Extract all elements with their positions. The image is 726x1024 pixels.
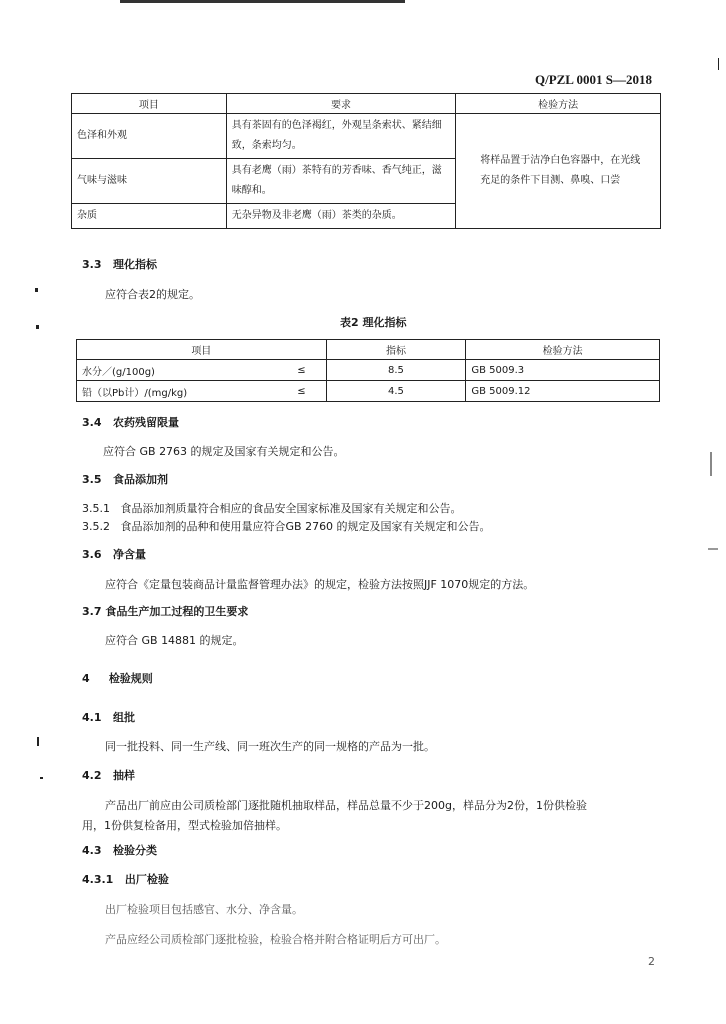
section-3-6-text: 应符合《定量包装商品计量监督管理办法》的规定，检验方法按照JJF 1070规定的方法。 xyxy=(105,578,535,591)
row-value: 8.5 xyxy=(326,360,466,381)
section-title: 理化指标 xyxy=(113,258,157,271)
physicochemical-table xyxy=(76,339,660,402)
scan-speck xyxy=(40,777,43,779)
section-title: 抽样 xyxy=(113,769,135,782)
section-4-2-text-line2: 用，1份供复检备用，型式检验加倍抽样。 xyxy=(82,819,287,832)
section-3-5-heading xyxy=(82,471,168,487)
section-4-1-heading xyxy=(82,709,135,725)
section-3-3-text: 应符合表2的规定。 xyxy=(105,288,200,301)
row-sign: ≤ xyxy=(226,360,326,381)
row-requirement: 具有茶固有的色泽褐红，外观呈条索状、紧结细致，条索均匀。 xyxy=(226,114,456,159)
page-number: 2 xyxy=(648,955,655,968)
section-4-3-1-text-line1: 出厂检验项目包括感官、水分、净含量。 xyxy=(105,903,303,916)
section-3-7-heading xyxy=(82,603,248,619)
section-4-3-1-text-line2: 产品应经公司质检部门逐批检验，检验合格并附合格证明后方可出厂。 xyxy=(105,933,446,946)
section-title: 农药残留限量 xyxy=(113,416,179,429)
scan-speck xyxy=(35,288,38,292)
scan-speck xyxy=(37,737,39,746)
column-header-requirement: 要求 xyxy=(226,94,456,114)
section-title: 组批 xyxy=(113,711,135,724)
section-number: 3.5 xyxy=(82,473,102,486)
clause-number: 3.5.2 xyxy=(82,520,110,533)
section-3-3-heading xyxy=(82,256,157,272)
table2-caption: 表2 理化指标 xyxy=(340,316,407,329)
row-sign: ≤ xyxy=(226,381,326,402)
section-4-2-heading xyxy=(82,767,135,783)
row-item: 铅（以Pb计）/(mg/kg) xyxy=(77,381,227,402)
section-3-4-heading xyxy=(82,414,179,430)
scan-speck xyxy=(36,325,39,329)
method-cell: 将样品置于洁净白色容器中，在光线充足的条件下目测、鼻嗅、口尝 xyxy=(456,114,661,229)
section-title: 食品生产加工过程的卫生要求 xyxy=(105,605,249,618)
column-header-value: 指标 xyxy=(326,340,466,360)
row-value: 4.5 xyxy=(326,381,466,402)
scan-top-edge-line xyxy=(120,0,405,3)
table-row xyxy=(77,360,660,381)
section-title: 食品添加剂 xyxy=(113,473,168,486)
section-3-5-2 xyxy=(82,518,491,534)
column-header-item: 项目 xyxy=(77,340,327,360)
section-number: 4.1 xyxy=(82,711,102,724)
section-number: 3.4 xyxy=(82,416,102,429)
column-header-method: 检验方法 xyxy=(456,94,661,114)
scan-speck xyxy=(710,452,712,476)
section-title: 净含量 xyxy=(113,548,146,561)
section-number: 4.3.1 xyxy=(82,873,114,886)
row-method: GB 5009.12 xyxy=(466,381,660,402)
column-header-item: 项目 xyxy=(72,94,227,114)
table-header-row xyxy=(77,340,660,360)
clause-text: 食品添加剂的品种和使用量应符合GB 2760 的规定及国家有关规定和公告。 xyxy=(120,520,491,533)
section-title: 检验分类 xyxy=(113,844,157,857)
section-number: 3.7 xyxy=(82,605,102,618)
row-item: 色泽和外观 xyxy=(72,114,227,159)
standard-code: Q/PZL 0001 S—2018 xyxy=(534,72,652,87)
clause-number: 3.5.1 xyxy=(82,502,110,515)
section-number: 4 xyxy=(82,672,90,685)
section-3-6-heading xyxy=(82,546,146,562)
scan-speck xyxy=(718,58,719,70)
section-4-heading xyxy=(82,670,153,686)
section-4-3-1-heading xyxy=(82,871,169,887)
row-item: 气味与滋味 xyxy=(72,159,227,204)
section-number: 4.3 xyxy=(82,844,102,857)
scan-speck xyxy=(708,548,718,550)
row-requirement: 具有老鹰（雨）茶特有的芳香味、香气纯正，滋味醇和。 xyxy=(226,159,456,204)
table-header-row xyxy=(72,94,661,114)
section-4-2-text-line1: 产品出厂前应由公司质检部门逐批随机抽取样品，样品总量不少于200g，样品分为2份，1份供检验 xyxy=(105,799,587,812)
row-method: GB 5009.3 xyxy=(466,360,660,381)
section-4-1-text: 同一批投料、同一生产线、同一班次生产的同一规格的产品为一批。 xyxy=(105,740,435,753)
section-number: 3.6 xyxy=(82,548,102,561)
section-title: 检验规则 xyxy=(108,672,153,685)
section-number: 4.2 xyxy=(82,769,102,782)
table-row xyxy=(77,381,660,402)
column-header-method: 检验方法 xyxy=(466,340,660,360)
row-item: 杂质 xyxy=(72,204,227,229)
sensory-table xyxy=(71,93,661,229)
section-3-7-text: 应符合 GB 14881 的规定。 xyxy=(105,634,244,647)
clause-text: 食品添加剂质量符合相应的食品安全国家标准及国家有关规定和公告。 xyxy=(120,502,462,515)
row-item: 水分／(g/100g) xyxy=(77,360,227,381)
section-4-3-heading xyxy=(82,842,157,858)
section-number: 3.3 xyxy=(82,258,102,271)
table-row xyxy=(72,114,661,159)
section-title: 出厂检验 xyxy=(124,873,169,886)
section-3-5-1 xyxy=(82,500,462,516)
row-requirement: 无杂异物及非老鹰（雨）茶类的杂质。 xyxy=(226,204,456,229)
section-3-4-text: 应符合 GB 2763 的规定及国家有关规定和公告。 xyxy=(103,445,345,458)
